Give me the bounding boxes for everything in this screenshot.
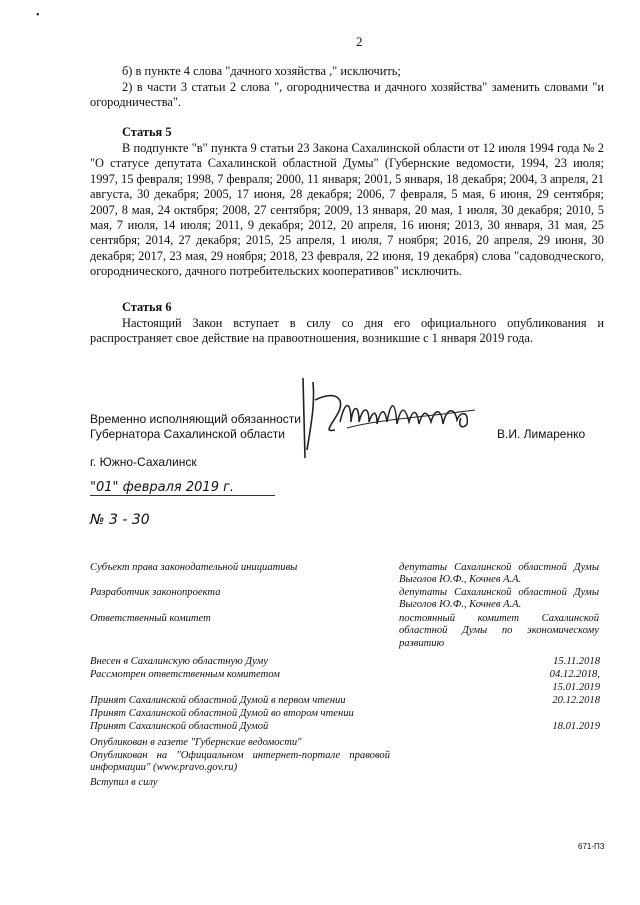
row-adopted-date: 18.01.2019 <box>552 721 600 732</box>
place: г. Южно-Сахалинск <box>90 455 197 469</box>
row-committee-date: 04.12.2018, <box>549 669 600 680</box>
intro-item-b: б) в пункте 4 слова "дачного хозяйства ," исключить; <box>122 64 401 78</box>
footer-code: 671-ПЗ <box>578 842 605 851</box>
article5-heading: Статья 5 <box>122 125 172 139</box>
developer-label: Разработчик законопроекта <box>90 587 221 598</box>
subject-value: депутаты Сахалинской областной Думы Выголов Ю.Ф., Кочнев А.А. <box>399 562 599 586</box>
article6-heading: Статья 6 <box>122 300 172 314</box>
developer-value: депутаты Сахалинской областной Думы Выголов Ю.Ф., Кочнев А.А. <box>399 587 599 611</box>
row-first-reading-date: 20.12.2018 <box>552 695 600 706</box>
page-number: 2 <box>356 34 363 49</box>
published-portal: Опубликован на "Официальном интернет-портале правовой информации" (www.pravo.gov.ru) <box>90 750 390 774</box>
effective-label: Вступил в силу <box>90 777 158 788</box>
row-committee-label: Рассмотрен ответственным комитетом <box>90 669 280 680</box>
row-published-gazette-label: Опубликован в газете "Губернские ведомости" <box>90 737 302 748</box>
handwritten-number: № 3 - 30 <box>90 512 150 528</box>
signatory-position-line2: Губернатора Сахалинской области <box>90 427 285 441</box>
committee-value: постоянный комитет Сахалинской областной Думы по экономическому развитию <box>399 613 599 649</box>
intro-item-2: 2) в части 3 статьи 2 слова ", огородничества и дачного хозяйства" заменить словами "и огородничества". <box>90 80 604 110</box>
handwritten-date: "01" февраля 2019 г. <box>90 480 275 496</box>
scan-dot: • <box>36 10 40 21</box>
signature-scribble <box>285 370 485 460</box>
row-committee-date-2: 15.01.2019 <box>552 682 600 693</box>
row-first-reading-label: Принят Сахалинской областной Думой в первом чтении <box>90 695 346 706</box>
article5-text: В подпункте "в" пункта 9 статьи 23 Закона Сахалинской области от 12 июля 1994 года № 2 "О статусе депутата Сахалинской областной Думы" (Губернские ведомости, 1994, 23 июля; 1997, 15 февраля; 1998, 7 февраля; 2000, 11 января; 2001, 5 января, 18 декабря; 2004, 3 апреля, 21 августа, 30 декабря; 2005, 17 июня, 28 декабря; 2006, 7 февраля, 5 мая, 6 июня, 29 сентября; 2007, 8 мая, 24 октября; 2008, 27 сентября; 2009, 13 января, 20 мая, 1 июля, 30 декабря; 2010, 5 мая, 7 июля, 14 июля; 2011, 9 декабря; 2012, 20 апреля, 16 июня; 2013, 30 января, 31 мая, 25 сентября; 2014, 27 декабря; 2015, 25 апреля, 1 июля, 7 ноября; 2016, 20 апреля, 29 июня, 30 декабря; 2017, 23 мая, 29 ноября; 2018, 23 февраля, 22 июня, 19 декабря) слова "садоводческого, огороднического, дачного потребительских кооперативов" исключить. <box>90 141 604 279</box>
row-adopted-label: Принят Сахалинской областной Думой <box>90 721 269 732</box>
subject-label: Субъект права законодательной инициативы <box>90 562 298 573</box>
row-introduced-label: Внесен в Сахалинскую областную Думу <box>90 656 268 667</box>
committee-label: Ответственный комитет <box>90 613 211 624</box>
article6-text: Настоящий Закон вступает в силу со дня его официального опубликования и распространяет свое действие на правоотношения, возникшие с 1 января 2019 года. <box>90 316 604 346</box>
signatory-name: В.И. Лимаренко <box>497 427 586 441</box>
signatory-position-line1: Временно исполняющий обязанности <box>90 412 301 426</box>
row-introduced-date: 15.11.2018 <box>553 656 600 667</box>
row-second-reading-label: Принят Сахалинской областной Думой во втором чтении <box>90 708 354 719</box>
